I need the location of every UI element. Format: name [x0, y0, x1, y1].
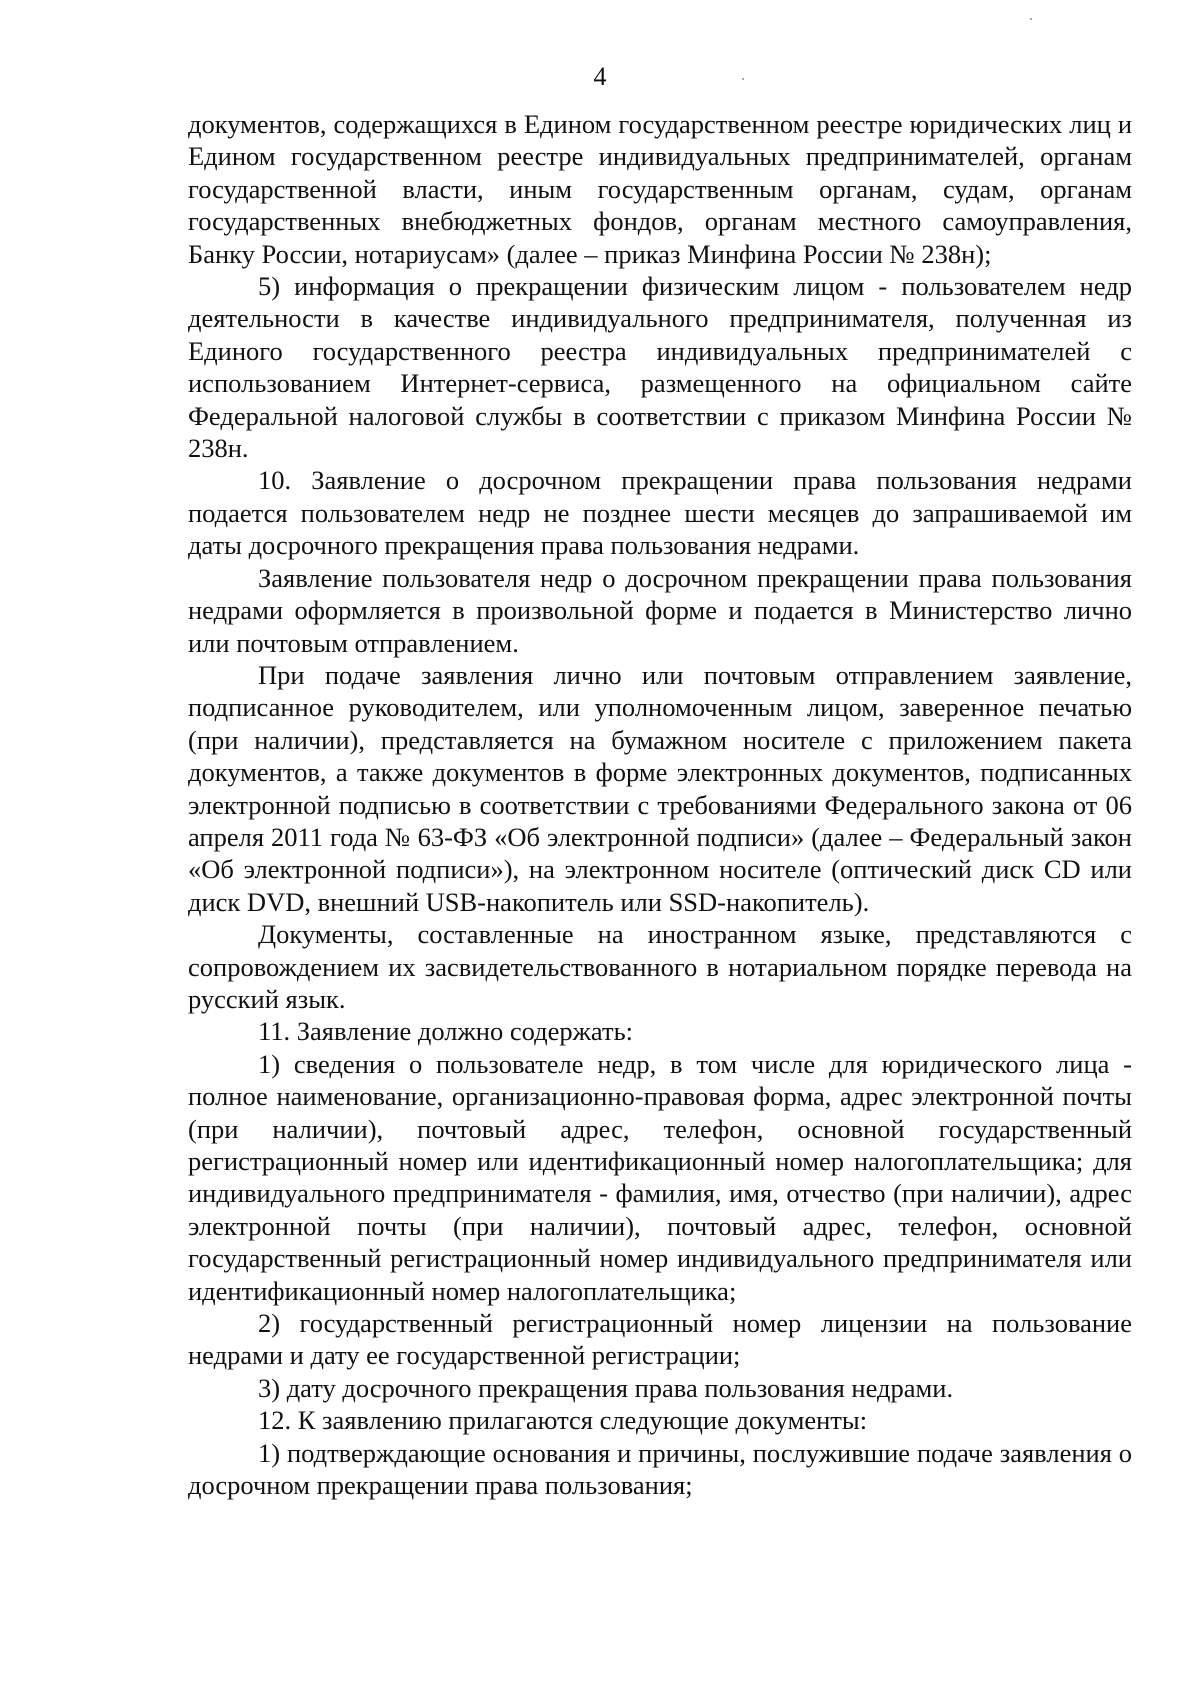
document-body: [188, 108, 1132, 1501]
paragraph-clause-11-item-3: 3) дату досрочного прекращения права пользования недрами.: [258, 1372, 954, 1403]
paragraph-clause-10: 10. Заявление о досрочном прекращении права пользования недрами подается пользователем недр не позднее шести месяцев до запрашиваемой им даты досрочного прекращения права пользования недрами.: [188, 465, 1132, 561]
scan-speck: [1030, 18, 1032, 20]
paragraph-application-form: Заявление пользователя недр о досрочном прекращении права пользования недрами оформляется в произвольной форме и подается в Министерство лично или почтовым отправлением.: [188, 562, 1132, 658]
paragraph-item-5: 5) информация о прекращении физическим лицом - пользователем недр деятельности в качестве индивидуального предпринимателя, полученная из Единого государственного реестра индивидуальных предпринимателей с использованием Интернет-сервиса, размещенного на официальном сайте Федеральной налоговой службы в соответствии с приказом Минфина России № 238н.: [188, 271, 1132, 464]
paragraph-clause-11-item-2: 2) государственный регистрационный номер лицензии на пользование недрами и дату ее государственной регистрации;: [188, 1308, 1132, 1371]
page-number: 4: [593, 62, 607, 91]
paragraph-clause-12: 12. К заявлению прилагаются следующие документы:: [258, 1405, 868, 1436]
paragraph-clause-12-item-1: 1) подтверждающие основания и причины, послужившие подаче заявления о досрочном прекращении права пользования;: [188, 1437, 1132, 1501]
paragraph-clause-11: 11. Заявление должно содержать:: [258, 1016, 634, 1047]
paragraph-submission: При подаче заявления лично или почтовым отправлением заявление, подписанное руководителем, или уполномоченным лицом, заверенное печатью (при наличии), представляется на бумажном носителе с приложением пакета документов, а также документов в форме электронных документов, подписанных электронной подписью в соответствии с требованиями Федерального закона от 06 апреля 2011 года № 63-ФЗ «Об электронной подписи» (далее – Федеральный закон «Об электронной подписи»), на электронном носителе (оптический диск CD или диск DVD, внешний USB-накопитель или SSD-накопитель).: [188, 659, 1132, 917]
paragraph-clause-11-item-1: 1) сведения о пользователе недр, в том числе для юридического лица - полное наименование, организационно-правовая форма, адрес электронной почты (при наличии), почтовый адрес, телефон, основной государственный регистрационный номер или идентификационный номер налогоплательщика; для индивидуального предпринимателя - фамилия, имя, отчество (при наличии), адрес электронной почты (при наличии), почтовый адрес, телефон, основной государственный регистрационный номер индивидуального предпринимателя или идентификационный номер налогоплательщика;: [188, 1048, 1132, 1306]
paragraph-foreign-documents: Документы, составленные на иностранном языке, представляются с сопровождением их засвидетельствованного в нотариальном порядке перевода на русский язык.: [188, 919, 1132, 1014]
paragraph-continuation: документов, содержащихся в Едином государственном реестре юридических лиц и Едином государственном реестре индивидуальных предпринимателей, органам государственной власти, иным государственным органам, судам, органам государственных внебюджетных фондов, органам местного самоуправления, Банку России, нотариусам» (далее – приказ Минфина России № 238н);: [188, 109, 1132, 269]
